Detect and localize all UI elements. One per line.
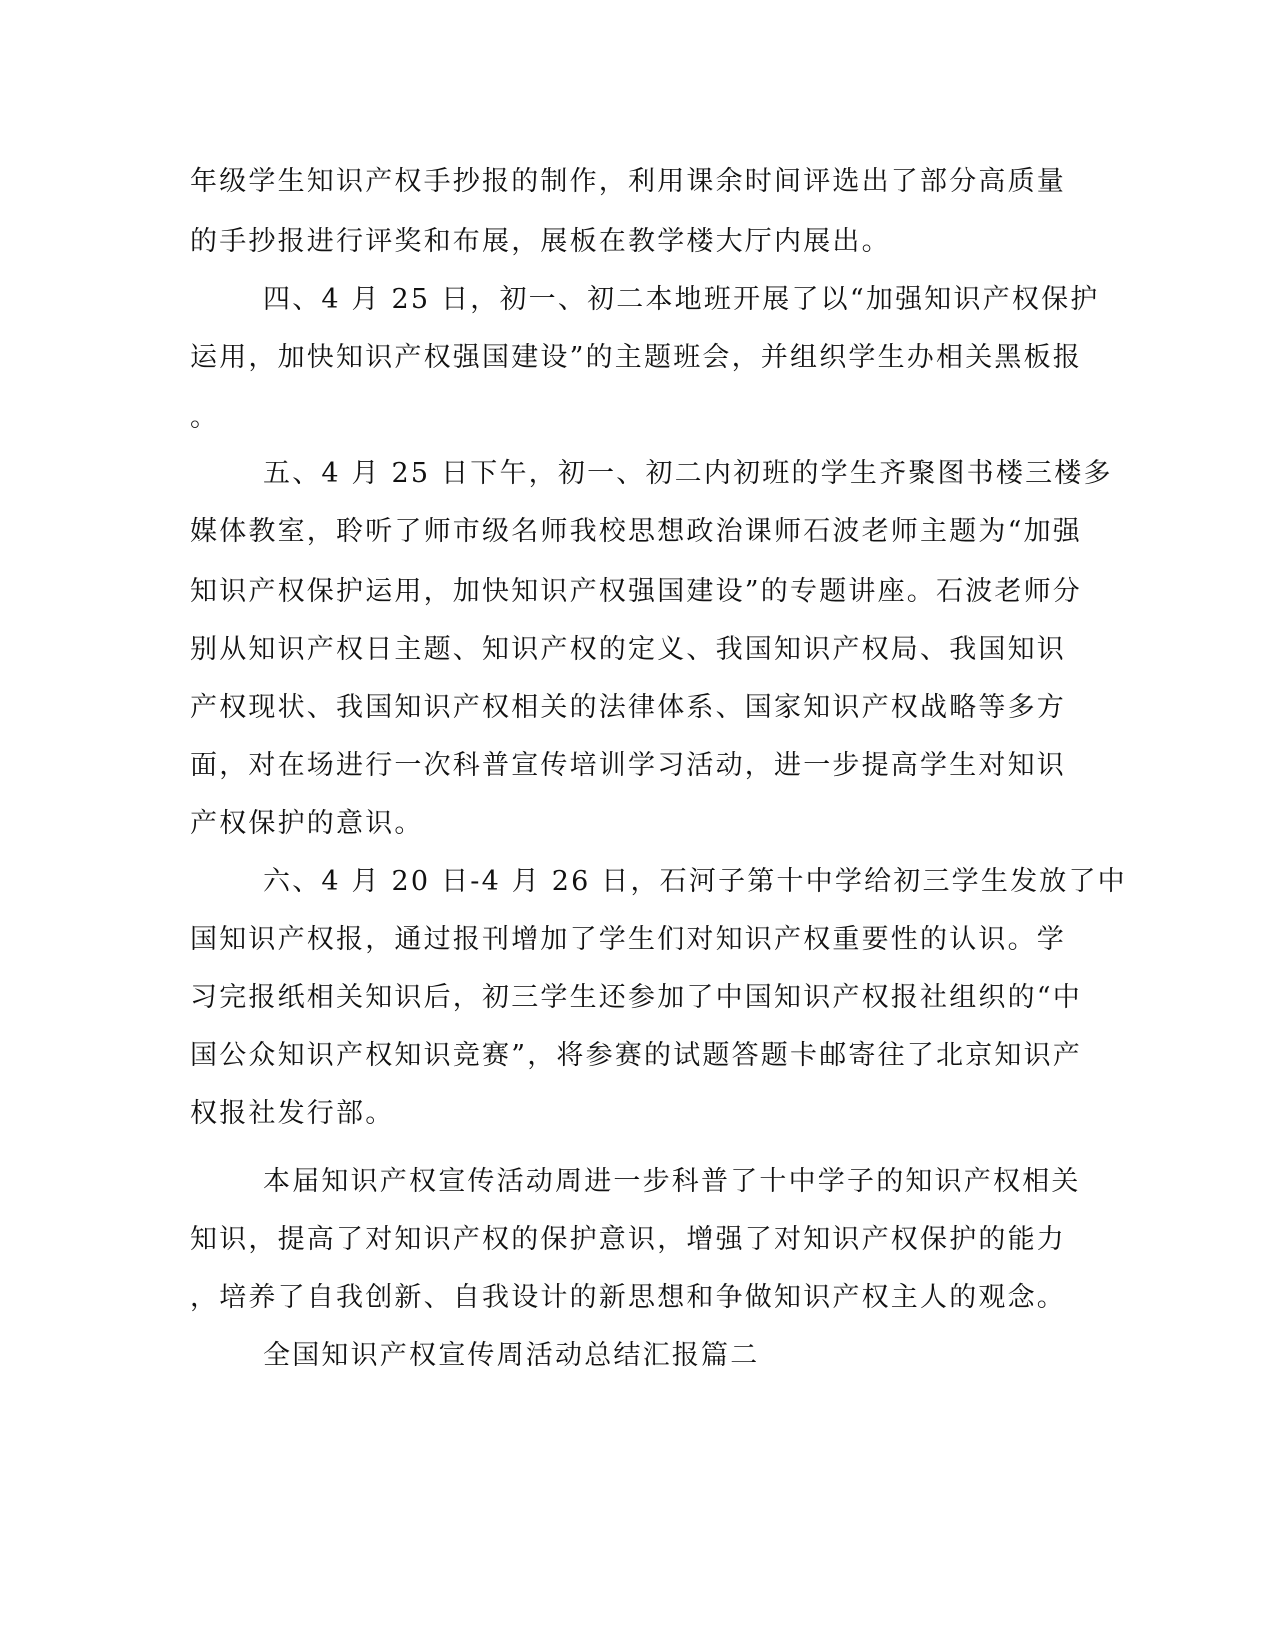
section-heading: 全国知识产权宣传周活动总结汇报篇二 [263,1340,760,1371]
text-line: 年级学生知识产权手抄报的制作，利用课余时间评选出了部分高质量 [190,166,1066,197]
text-line: 媒体教室，聆听了师市级名师我校思想政治课师石波老师主题为“加强 [190,516,1083,547]
text-line: 运用，加快知识产权强国建设”的主题班会，并组织学生办相关黑板报 [190,342,1083,373]
text-line: 的手抄报进行评奖和布展，展板在教学楼大厅内展出。 [190,226,891,257]
text-line: 习完报纸相关知识后，初三学生还参加了中国知识产权报社组织的“中 [190,982,1083,1013]
text-line: ，培养了自我创新、自我设计的新思想和争做知识产权主人的观念。 [190,1282,1066,1313]
text-line: 。 [190,402,220,433]
text-line: 六、4 月 20 日-4 月 26 日，石河子第十中学给初三学生发放了中 [263,866,1127,897]
text-line: 别从知识产权日主题、知识产权的定义、我国知识产权局、我国知识 [190,634,1066,665]
text-line: 产权保护的意识。 [190,808,424,839]
text-line: 五、4 月 25 日下午，初一、初二内初班的学生齐聚图书楼三楼多 [263,458,1113,489]
text-line: 面，对在场进行一次科普宣传培训学习活动，进一步提高学生对知识 [190,750,1066,781]
text-line: 四、4 月 25 日，初一、初二本地班开展了以“加强知识产权保护 [263,284,1100,315]
text-line: 知识产权保护运用，加快知识产权强国建设”的专题讲座。石波老师分 [190,576,1083,607]
text-line: 权报社发行部。 [190,1098,395,1129]
text-line: 产权现状、我国知识产权相关的法律体系、国家知识产权战略等多方 [190,692,1066,723]
text-line: 国知识产权报，通过报刊增加了学生们对知识产权重要性的认识。学 [190,924,1066,955]
text-line: 本届知识产权宣传活动周进一步科普了十中学子的知识产权相关 [263,1166,1081,1197]
text-line: 知识，提高了对知识产权的保护意识，增强了对知识产权保护的能力 [190,1224,1066,1255]
text-line: 国公众知识产权知识竞赛”，将参赛的试题答题卡邮寄往了北京知识产 [190,1040,1083,1071]
